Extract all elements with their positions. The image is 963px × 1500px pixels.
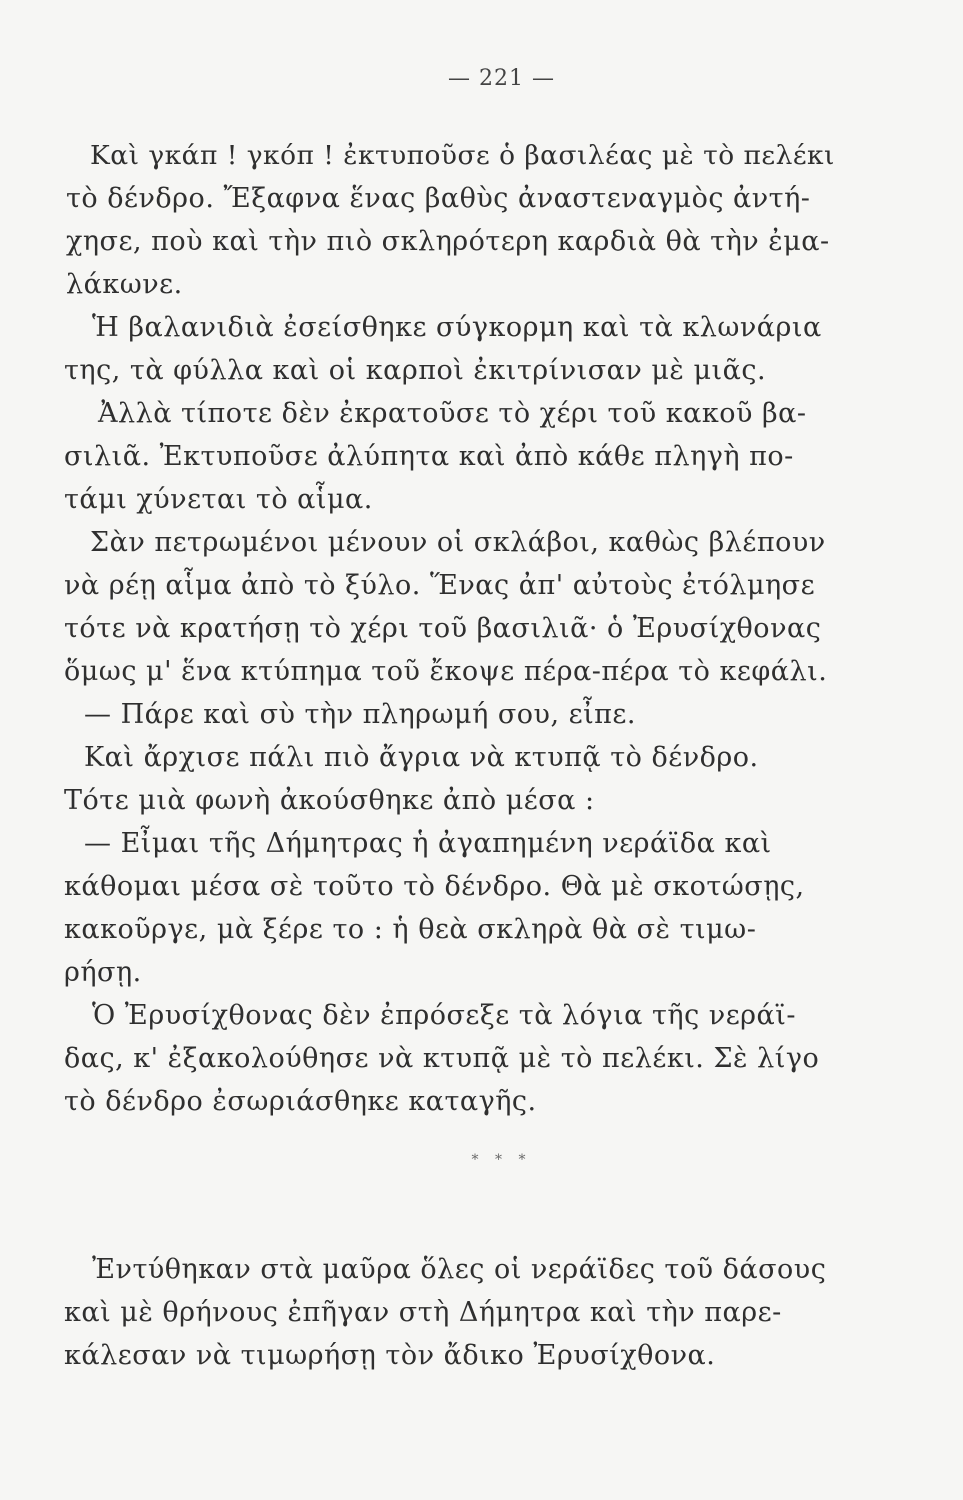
text-line: Ἐντύθηκαν στὰ μαῦρα ὅλες οἱ νεράϊδες τοῦ δάσους xyxy=(92,1254,827,1285)
text-line: τάμι χύνεται τὸ αἷμα. xyxy=(64,484,373,515)
text-line: τότε νὰ κρατήσῃ τὸ χέρι τοῦ βασιλιᾶ· ὁ Ἐρυσίχθονας xyxy=(64,613,822,644)
text-line: — Πάρε καὶ σὺ τὴν πληρωμή σου, εἶπε. xyxy=(84,699,637,730)
text-line: τὸ δένδρο. Ἔξαφνα ἕνας βαθὺς ἀναστεναγμὸς ἀντή- xyxy=(66,183,811,214)
text-line: ρήσῃ. xyxy=(64,957,142,988)
text-line: — Εἶμαι τῆς Δήμητρας ἡ ἀγαπημένη νεράϊδα καὶ xyxy=(84,828,772,859)
text-line: δας, κ' ἐξακολούθησε νὰ κτυπᾷ μὲ τὸ πελέκι. Σὲ λίγο xyxy=(64,1043,820,1074)
text-line: τὸ δένδρο ἐσωριάσθηκε καταγῆς. xyxy=(64,1086,537,1117)
text-line: της, τὰ φύλλα καὶ οἱ καρποὶ ἐκιτρίνισαν μὲ μιᾶς. xyxy=(64,355,767,386)
text-line: Ἀλλὰ τίποτε δὲν ἐκρατοῦσε τὸ χέρι τοῦ κακοῦ βα- xyxy=(98,398,807,429)
text-line: σιλιᾶ. Ἐκτυποῦσε ἀλύπητα καὶ ἀπὸ κάθε πληγὴ πο- xyxy=(64,441,794,472)
text-line: Σὰν πετρωμένοι μένουν οἱ σκλάβοι, καθὼς βλέπουν xyxy=(90,527,826,558)
text-line: κακοῦργε, μὰ ξέρε το : ἡ θεὰ σκληρὰ θὰ σὲ τιμω- xyxy=(64,914,757,945)
text-line: Καὶ γκάπ ! γκόπ ! ἐκτυποῦσε ὁ βασιλέας μὲ τὸ πελέκι xyxy=(90,140,835,171)
section-separator: * * * xyxy=(471,1152,532,1168)
text-line: κάθομαι μέσα σὲ τοῦτο τὸ δένδρο. Θὰ μὲ σκοτώσῃς, xyxy=(64,871,805,902)
text-line: Ἡ βαλανιδιὰ ἐσείσθηκε σύγκορμη καὶ τὰ κλωνάρια xyxy=(92,312,822,343)
text-line: κάλεσαν νὰ τιμωρήσῃ τὸν ἄδικο Ἐρυσίχθονα. xyxy=(64,1340,716,1371)
text-line: λάκωνε. xyxy=(66,269,183,300)
text-line: χησε, ποὺ καὶ τὴν πιὸ σκληρότερη καρδιὰ θὰ τὴν ἐμα- xyxy=(66,226,830,257)
text-line: Ὁ Ἐρυσίχθονας δὲν ἐπρόσεξε τὰ λόγια τῆς νεράϊ- xyxy=(92,1000,796,1031)
text-line: Τότε μιὰ φωνὴ ἀκούσθηκε ἀπὸ μέσα : xyxy=(64,785,595,816)
text-line: Καὶ ἄρχισε πάλι πιὸ ἄγρια νὰ κτυπᾷ τὸ δένδρο. xyxy=(84,742,759,773)
text-line: καὶ μὲ θρήνους ἐπῆγαν στὴ Δήμητρα καὶ τὴν παρε- xyxy=(64,1297,782,1328)
text-line: νὰ ρέῃ αἷμα ἀπὸ τὸ ξύλο. Ἕνας ἀπ' αὐτοὺς ἐτόλμησε xyxy=(64,570,816,601)
text-line: ὅμως μ' ἕνα κτύπημα τοῦ ἔκοψε πέρα-πέρα τὸ κεφάλι. xyxy=(64,656,828,687)
page-number: — 221 — xyxy=(448,66,555,91)
